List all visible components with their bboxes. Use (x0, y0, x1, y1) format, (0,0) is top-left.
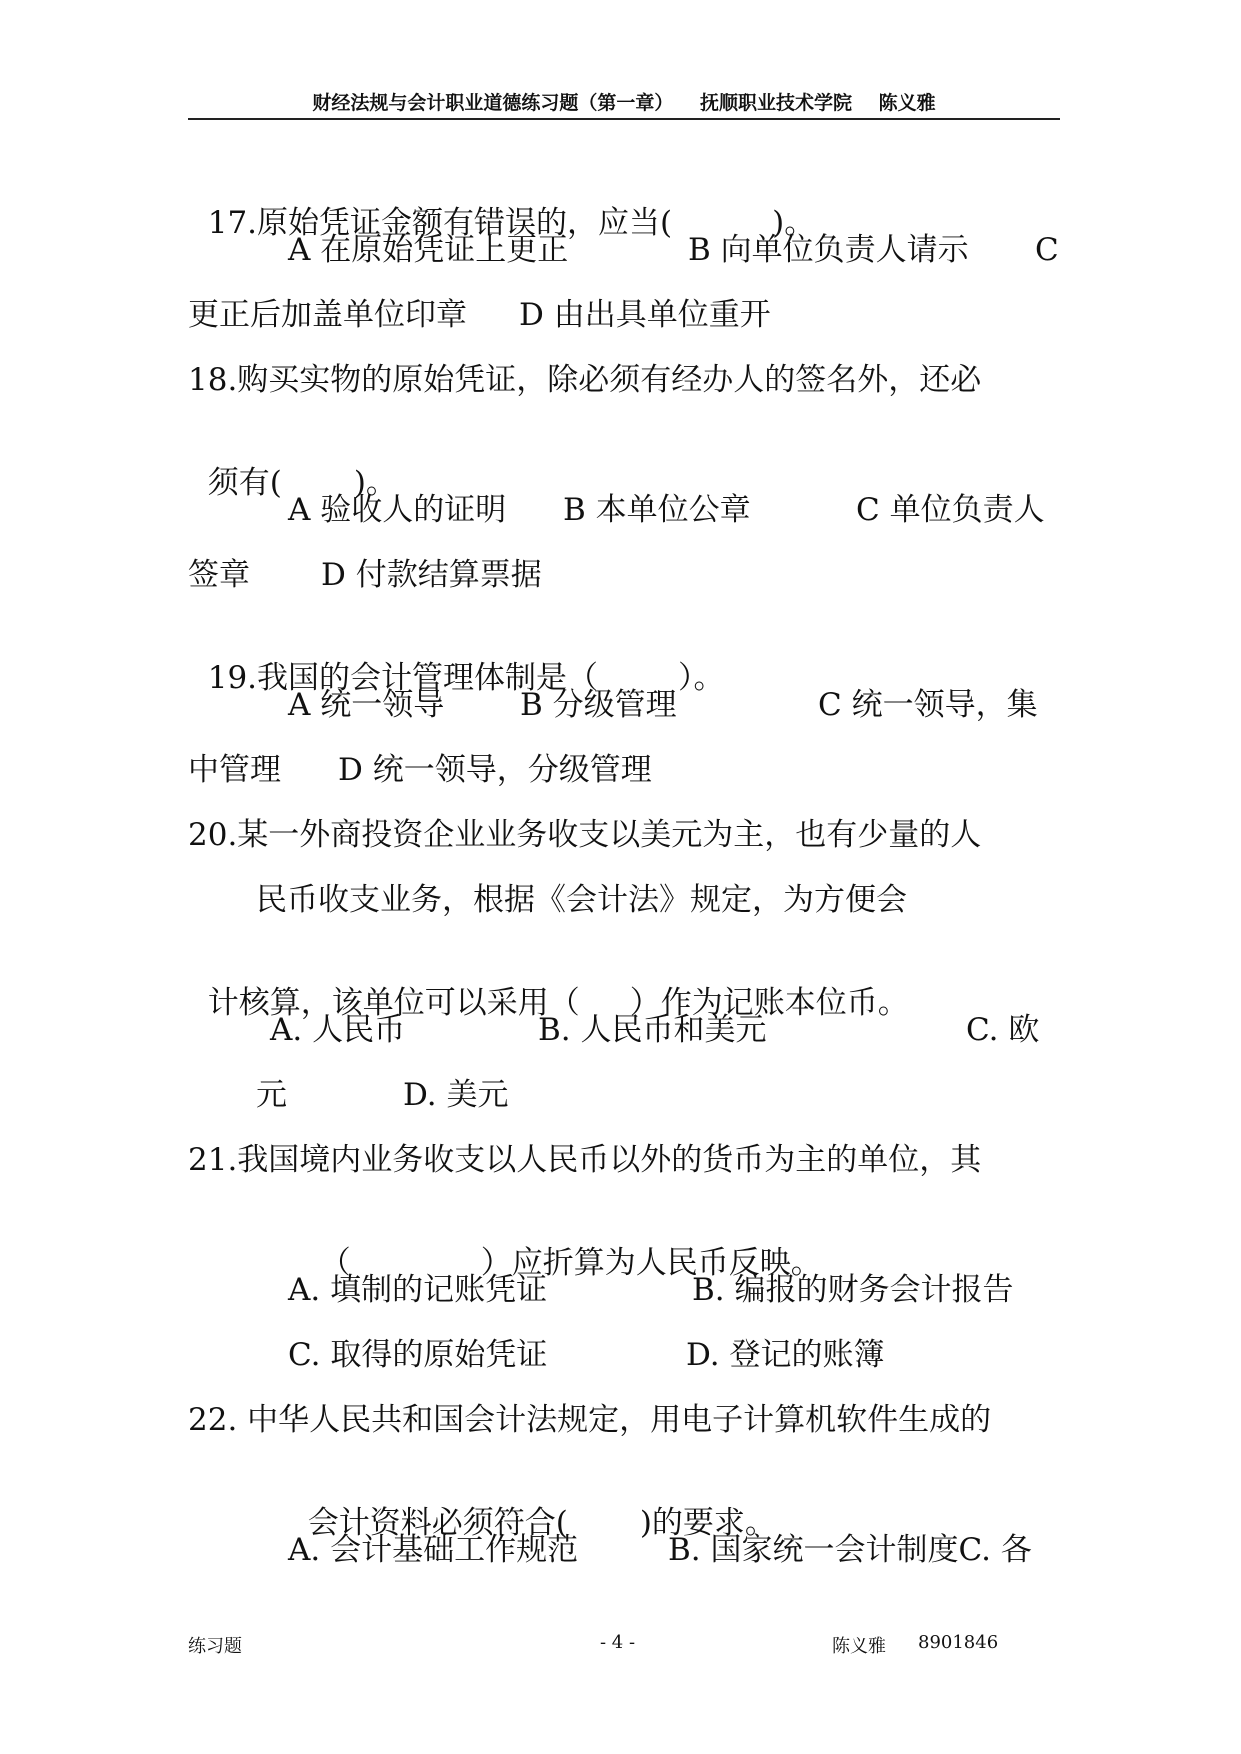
question-22-option-a: A. 会计基础工作规范 (288, 1532, 579, 1568)
question-19-option-b: B 分级管理 (520, 687, 677, 723)
question-21-option-c: C. 取得的原始凭证 (288, 1337, 548, 1373)
question-20-option-c-cont: 元 (256, 1077, 287, 1113)
question-21-option-a: A. 填制的记账凭证 (288, 1272, 548, 1308)
question-20-stem-cont: 民币收支业务，根据《会计法》规定，为方便会 (256, 882, 907, 918)
question-21-stem: 21.我国境内业务收支以人民币以外的货币为主的单位，其 (188, 1142, 982, 1178)
question-22-option-b: B. 国家统一会计制度C. 各 (668, 1532, 1032, 1568)
question-21-option-b: B. 编报的财务会计报告 (692, 1272, 1014, 1308)
question-17-option-c-label: C (1035, 232, 1059, 268)
question-18-option-d: D 付款结算票据 (321, 557, 542, 593)
footer-name: 陈义雅 (832, 1636, 886, 1657)
question-17-option-d: D 由出具单位重开 (519, 297, 771, 333)
header-title: 财经法规与会计职业道德练习题（第一章） (312, 92, 674, 114)
question-19-option-d: D 统一领导，分级管理 (338, 752, 652, 788)
question-21-stem-cont: （ ）应折算为人民币反映。 (319, 1245, 822, 1281)
question-21-option-d: D. 登记的账簿 (686, 1337, 885, 1373)
question-18-option-c: C 单位负责人 (856, 492, 1045, 528)
question-20-option-a: A. 人民币 (270, 1012, 406, 1048)
question-20-stem-end: 计核算，该单位可以采用（ ）作为记账本位币。 (207, 985, 909, 1021)
question-22-stem: 22. 中华人民共和国会计法规定，用电子计算机软件生成的 (188, 1402, 992, 1438)
question-18-stem-cont: 须有( )。 (207, 465, 397, 501)
footer-code: 8901846 (918, 1632, 999, 1653)
question-17-stem: 17.原始凭证金额有错误的，应当( )。 (207, 205, 816, 241)
question-17-option-c-text: 更正后加盖单位印章 (188, 297, 467, 333)
question-22-stem-cont: 会计资料必须符合( )的要求。 (307, 1505, 776, 1541)
page-number: - 4 - (600, 1632, 636, 1653)
question-19-option-a: A 统一领导 (288, 687, 445, 723)
question-20-option-b: B. 人民币和美元 (538, 1012, 767, 1048)
question-17-option-b: B 向单位负责人请示 (688, 232, 969, 268)
question-20-stem: 20.某一外商投资企业业务收支以美元为主，也有少量的人 (188, 817, 982, 853)
header-author: 陈义雅 (878, 92, 936, 114)
question-20-option-d: D. 美元 (403, 1077, 509, 1113)
question-19-stem: 19.我国的会计管理体制是（ ）。 (207, 660, 725, 696)
header-school: 抚顺职业技术学院 (699, 92, 852, 114)
question-19-option-c: C 统一领导，集 (818, 687, 1038, 723)
question-18-option-b: B 本单位公章 (563, 492, 751, 528)
question-19-option-c-cont: 中管理 (188, 752, 281, 788)
page-header (188, 92, 1060, 120)
question-18-stem: 18.购买实物的原始凭证，除必须有经办人的签名外，还必 (188, 362, 982, 398)
question-17-option-a: A 在原始凭证上更正 (288, 232, 569, 268)
question-18-option-a: A 验收人的证明 (288, 492, 507, 528)
question-20-option-c: C. 欧 (966, 1012, 1040, 1048)
footer-left-label: 练习题 (188, 1636, 242, 1657)
question-18-option-c-cont: 签章 (188, 557, 250, 593)
